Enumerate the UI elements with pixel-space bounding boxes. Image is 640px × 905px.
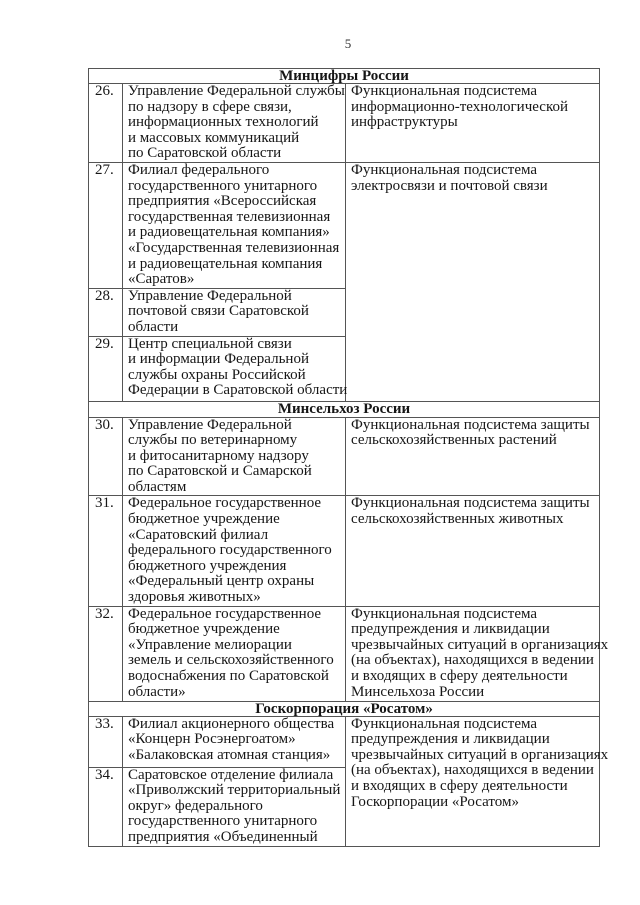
section-header-row [89, 401, 600, 417]
subsystem-line: Функциональная подсистема защиты [351, 416, 590, 433]
organization-line: «Государственная телевизионная [128, 239, 340, 256]
organization-line: федерального государственного [128, 542, 332, 559]
organization-cell [123, 716, 346, 767]
section-title: Минцифры России [89, 69, 600, 84]
row-number: 31. [89, 496, 123, 606]
organization-line: области [128, 318, 179, 335]
organization-line: водоснабжения по Саратовской [128, 668, 329, 684]
organization-cell [123, 336, 346, 401]
subsystem-line: информационно-технологической [351, 98, 568, 115]
subsystem-line: Функциональная подсистема [351, 715, 538, 732]
organization-line: Управление Федеральной службы [128, 83, 345, 99]
organization-line: по Саратовской и Самарской [128, 463, 312, 480]
subsystem-line: Функциональная подсистема [351, 605, 538, 622]
organization-line: по Саратовской области [128, 145, 282, 162]
organization-cell [123, 606, 346, 701]
subsystem-line: Функциональная подсистема [351, 83, 538, 99]
organization-cell [123, 417, 346, 496]
organization-line: почтовой связи Саратовской [128, 303, 309, 320]
organization-line: государственная телевизионная [128, 208, 331, 225]
subsystem-line: (на объектах), находящихся в ведении [351, 762, 594, 779]
organization-line: «Саратовский филиал [128, 526, 269, 543]
organization-line: «Саратов» [128, 271, 195, 288]
organization-line: Федеральное государственное [128, 495, 322, 512]
organization-line: области» [128, 683, 186, 700]
organization-line: Федерации в Саратовской области [128, 382, 348, 399]
table-row [89, 716, 600, 767]
subsystem-line: и входящих в сферу деятельности [351, 778, 568, 794]
organization-line: предприятия «Объединенный [128, 829, 318, 845]
organization-cell [123, 288, 346, 336]
organization-line: Управление Федеральной [128, 416, 292, 433]
organization-line: по надзору в сфере связи, [128, 98, 292, 115]
organization-line: Центр специальной связи [128, 335, 292, 352]
organization-cell [123, 496, 346, 606]
section-title: Госкорпорация «Росатом» [89, 701, 600, 716]
table-body [89, 68, 609, 847]
subsystem-cell [346, 417, 600, 496]
organizations-table [88, 68, 609, 847]
organization-line: Федеральное государственное [128, 605, 322, 622]
organization-line: бюджетного учреждения [128, 557, 287, 574]
organization-line: земель и сельскохозяйственного [128, 652, 334, 669]
organization-line: «Федеральный центр охраны [128, 573, 315, 590]
row-number: 29. [89, 336, 123, 401]
organization-line: предприятия «Всероссийская [128, 193, 317, 210]
section-header-row [89, 69, 600, 84]
table-row [89, 606, 600, 701]
organization-line: округ» федерального [128, 797, 263, 814]
subsystem-line: Госкорпорации «Росатом» [351, 793, 519, 810]
row-number: 34. [89, 767, 123, 846]
subsystem-line: чрезвычайных ситуаций в организациях [351, 746, 609, 763]
organization-cell [123, 767, 346, 846]
organization-line: службы охраны Российской [128, 366, 306, 383]
organization-line: службы по ветеринарному [128, 432, 298, 449]
organization-line: государственного унитарного [128, 813, 318, 830]
organization-line: «Приволжский территориальный [128, 782, 341, 799]
organization-line: здоровья животных» [128, 589, 261, 606]
subsystem-line: чрезвычайных ситуаций в организациях [351, 636, 609, 653]
organization-line: и фитосанитарному надзору [128, 447, 309, 464]
table-row [89, 417, 600, 496]
subsystem-line: электросвязи и почтовой связи [351, 177, 548, 194]
organization-line: государственного унитарного [128, 177, 318, 194]
subsystem-line: Функциональная подсистема защиты [351, 495, 590, 512]
organization-line: и информации Федеральной [128, 351, 309, 368]
organization-line: и радиовещательная компания [128, 255, 323, 272]
organization-line: бюджетное учреждение [128, 621, 280, 638]
page-number: 5 [344, 36, 352, 51]
section-header-row [89, 701, 600, 716]
table-row [89, 162, 600, 288]
organization-line: информационных технологий [128, 114, 319, 131]
organization-line: бюджетное учреждение [128, 511, 280, 528]
organization-cell [123, 84, 346, 163]
subsystem-line: Минсельхоза России [351, 683, 485, 700]
organization-line: Саратовское отделение филиала [128, 766, 334, 783]
subsystem-line: Функциональная подсистема [351, 161, 538, 178]
organization-line: Филиал акционерного общества [128, 715, 335, 732]
table-row [89, 496, 600, 606]
organization-line: Филиал федерального [128, 161, 270, 178]
table-row [89, 84, 600, 163]
organization-line: и радиовещательная компания» [128, 224, 330, 241]
subsystem-cell [346, 84, 600, 163]
row-number: 28. [89, 288, 123, 336]
organization-line: «Балаковская атомная станция» [128, 746, 331, 763]
subsystem-line: (на объектах), находящихся в ведении [351, 652, 594, 669]
subsystem-line: предупреждения и ликвидации [351, 621, 550, 638]
organization-line: «Управление мелиорации [128, 636, 292, 653]
subsystem-line: инфраструктуры [351, 114, 458, 131]
section-title: Минсельхоз России [89, 401, 600, 417]
organization-line: Управление Федеральной [128, 287, 292, 304]
subsystem-cell [346, 162, 600, 401]
organization-line: «Концерн Росэнергоатом» [128, 731, 296, 748]
organization-line: областям [128, 478, 187, 495]
organization-cell [123, 162, 346, 288]
row-number: 33. [89, 716, 123, 767]
subsystem-line: предупреждения и ликвидации [351, 731, 550, 748]
row-number: 30. [89, 417, 123, 496]
row-number: 27. [89, 162, 123, 288]
subsystem-cell [346, 496, 600, 606]
row-number: 26. [89, 84, 123, 163]
subsystem-cell [346, 605, 609, 701]
subsystem-cell [346, 715, 609, 846]
organization-line: и массовых коммуникаций [128, 129, 300, 146]
row-number: 32. [89, 606, 123, 701]
subsystem-line: и входящих в сферу деятельности [351, 668, 568, 684]
subsystem-line: сельскохозяйственных животных [351, 511, 564, 528]
subsystem-line: сельскохозяйственных растений [351, 432, 557, 449]
